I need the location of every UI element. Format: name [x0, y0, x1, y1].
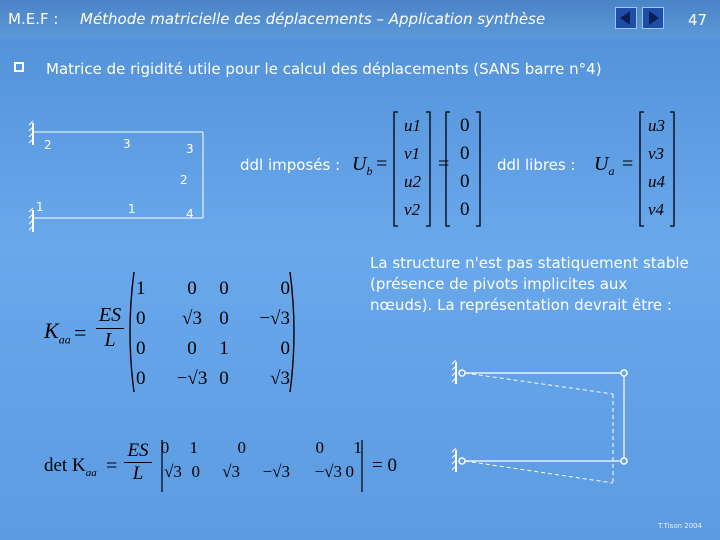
matrix-cell: −√3: [176, 368, 208, 389]
kaa-matrix: [136, 274, 290, 394]
matrix-row: [136, 334, 290, 364]
fraction-es-over-l: [124, 440, 152, 485]
matrix-cell: 0: [219, 278, 229, 299]
node-label: 1: [36, 200, 44, 214]
fraction-denominator: L: [104, 329, 116, 351]
det-cell: 0: [237, 438, 246, 457]
vector-entry: 0: [460, 199, 470, 220]
matrix-cell: 0: [280, 278, 290, 299]
det-cell: 1: [189, 438, 198, 457]
matrix-cell: 0: [187, 338, 197, 359]
bar-label: 2: [180, 173, 188, 187]
fraction-es-over-l: [96, 304, 124, 352]
det-cell: 0: [345, 462, 354, 481]
stability-paragraph: La structure n'est pas statiquement stable (présence de pivots implicites aux nœuds). La représentation devrait être :: [370, 254, 689, 314]
vector-entry: v3: [648, 144, 665, 163]
arrow-right-icon: [643, 8, 663, 28]
det-kaa-label: $\det K_{aa}$: [44, 455, 97, 479]
previous-slide-button[interactable]: [615, 7, 637, 29]
node-label: 4: [186, 207, 194, 221]
det-cell: 0: [315, 438, 324, 457]
vector-entry: 0: [460, 143, 470, 164]
matrix-cell: 0: [219, 368, 229, 389]
matrix-cell: √3: [182, 308, 202, 329]
ddl-imposed-label: ddl imposés :: [240, 156, 341, 174]
ua-vector: [648, 112, 665, 224]
ddl-free-label: ddl libres :: [497, 156, 576, 174]
node-label: 3: [186, 142, 194, 156]
det-row: [160, 460, 362, 484]
vector-entry: v4: [648, 200, 665, 219]
matrix-cell: −√3: [259, 308, 290, 329]
matrix-cell: 0: [136, 338, 146, 359]
det-cell: √3: [222, 462, 240, 481]
bar-label: 1: [128, 202, 136, 216]
matrix-cell: 0: [136, 308, 146, 329]
ub-symbol: $U_b$: [352, 153, 373, 178]
vector-entry: v2: [404, 200, 421, 219]
node-label: 2: [44, 138, 52, 152]
equals-sign: =: [74, 320, 87, 345]
det-terms: [160, 436, 362, 484]
next-slide-button[interactable]: [642, 7, 664, 29]
vector-entry: v1: [404, 144, 421, 163]
kaa-symbol: $K_{aa}$: [44, 318, 71, 347]
matrix-cell: 1: [219, 338, 229, 359]
title-prefix: M.E.F :: [8, 10, 59, 28]
square-bullet-icon: [14, 62, 24, 72]
matrix-row: [136, 364, 290, 394]
equals-sign: =: [622, 153, 634, 175]
matrix-cell: 0: [280, 338, 290, 359]
vector-entry: 0: [460, 115, 470, 136]
matrix-cell: 0: [136, 368, 146, 389]
ub-vector: [404, 112, 421, 224]
vector-entry: 0: [460, 171, 470, 192]
det-cell: −√3: [314, 462, 342, 481]
matrix-row: [136, 274, 290, 304]
page-number: 47: [688, 11, 708, 29]
matrix-cell: √3: [270, 368, 290, 389]
fraction-denominator: L: [132, 463, 144, 484]
vector-entry: u3: [648, 116, 665, 135]
mechanism-diagram: [448, 358, 638, 488]
matrix-row: [136, 304, 290, 334]
equals-sign: =: [106, 455, 118, 477]
subtitle: Matrice de rigidité utile pour le calcul des déplacements (SANS barre n°4): [46, 60, 602, 78]
equals-sign: =: [438, 153, 450, 175]
det-cell: 0: [191, 462, 200, 481]
vector-entry: u1: [404, 116, 421, 135]
det-result: = 0: [372, 455, 397, 476]
vector-entry: u4: [648, 172, 665, 191]
matrix-cell: 1: [136, 278, 146, 299]
structure-diagram: [25, 115, 225, 235]
fraction-numerator: ES: [124, 440, 152, 463]
matrix-cell: 0: [219, 308, 229, 329]
det-cell: −√3: [262, 462, 290, 481]
det-cell: 1: [353, 438, 362, 457]
det-cell: 0: [160, 438, 170, 457]
equals-sign: =: [376, 153, 388, 175]
ua-symbol: $U_a$: [594, 153, 615, 178]
slide-title: Méthode matricielle des déplacements – Application synthèse: [80, 10, 546, 28]
det-row: [160, 436, 362, 460]
matrix-cell: 0: [187, 278, 197, 299]
vector-entry: u2: [404, 172, 421, 191]
fraction-numerator: ES: [96, 304, 124, 329]
det-cell: √3: [164, 462, 182, 481]
credit: T.Tison 2004: [658, 522, 703, 530]
arrow-left-icon: [616, 8, 636, 28]
bar-label: 3: [123, 137, 131, 151]
zero-vector: [460, 112, 470, 224]
